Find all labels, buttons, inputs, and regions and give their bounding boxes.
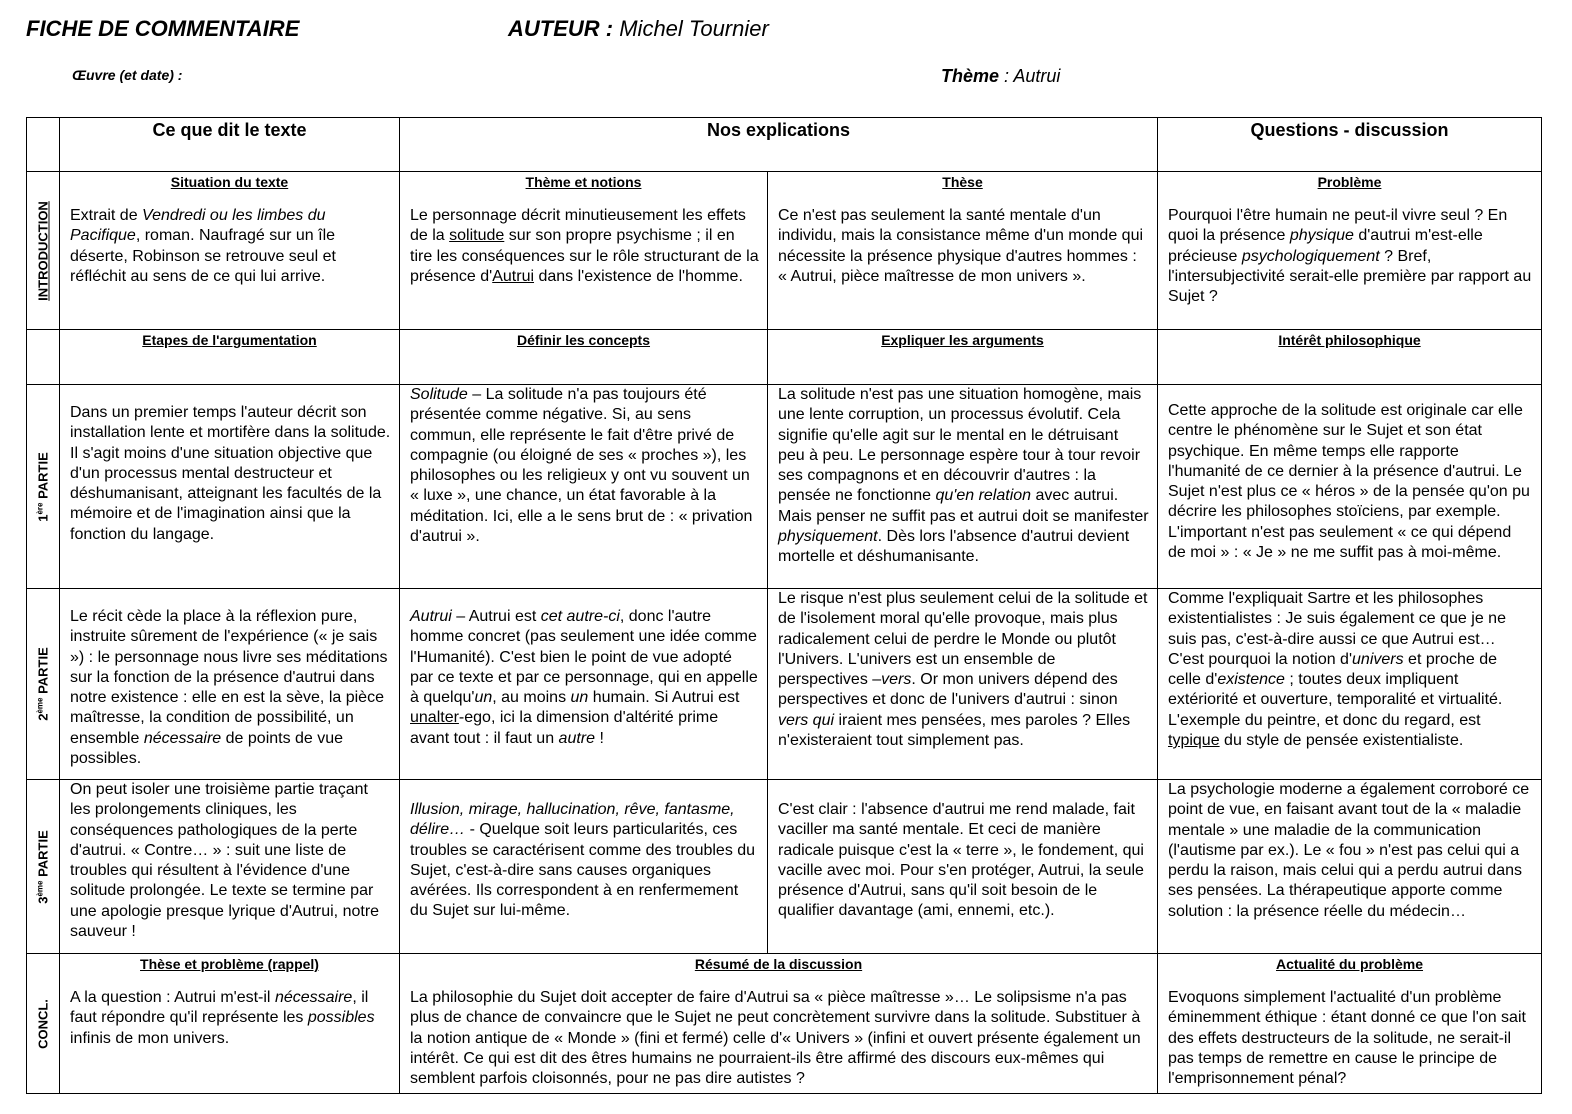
part3-text-concepts: Illusion, mirage, hallucination, rêve, fantasme, délire… - Quelque soit leurs particularités, ces troubles se caractérisent comme des troubles du Sujet, c'est-à-dire sans causes organiques avérées. Ils correspondent à en renfermement du Sujet sur lui-même.: [410, 801, 756, 920]
corner-cell: [27, 118, 60, 172]
part1-label-cell: [27, 385, 60, 589]
subheading-cell-1: [60, 330, 400, 385]
author-name: Michel Tournier: [619, 16, 769, 41]
conclusion-cell-3: [1158, 954, 1542, 1094]
intro-heading-situation: Situation du texte: [170, 174, 289, 190]
part1-cell-1: [60, 385, 400, 589]
part1-text-arguments: La solitude n'est pas une situation homogène, mais une lente corruption, un processus évolutif. Cela signifie qu'elle agit sur le mental en le détruisant peu à peu. Le personnage espère tour à tour revoir ses compagnons et en découvrir d'autres : la pensée ne fonctionne qu'en relation avec autrui. Mais penser ne suffit pas et autrui doit se manifester physiquement. Dès lors l'absence d'autrui devient mortelle et déshumanisante.: [778, 386, 1149, 566]
part2-text-etapes: Le récit cède la place à la réflexion pure, instruite sûrement de l'expérience (« je sais ») : le personnage nous livre ses méditations sur la fonction de la présence d'autrui dans notre existence : elle en est la sève, la pièce maîtresse, la condition de possibilité, un ensemble nécessaire de points de vue possibles.: [70, 608, 388, 768]
part2-text-interet: Comme l'expliquait Sartre et les philosophes existentialistes : Je suis également ce que je ne suis pas, c'est-à-dire aussi ce que Autrui est… C'est pourquoi la notion d'univers et proche de celle d'existence ; toutes deux impliquent extériorité et ouverture, temporalité et virtualité. L'exemple du peintre, et donc du regard, est typique du style de pensée existentialiste.: [1168, 590, 1506, 750]
part1-row: [27, 385, 1542, 589]
theme-label: Thème: [941, 66, 1000, 86]
subheading-cell-2: [400, 330, 768, 385]
sheet-title: FICHE DE COMMENTAIRE: [26, 16, 300, 41]
subheading-arguments: Expliquer les arguments: [881, 332, 1044, 348]
intro-row: [27, 172, 1542, 330]
part2-row: [27, 589, 1542, 780]
part1-label: 1ère PARTIE: [35, 451, 51, 522]
part1-text-etapes: Dans un premier temps l'auteur décrit son installation lente et mortifère dans la solitude. Il s'agit moins d'une situation objective que d'un processus mental destructeur et déshumanisant, atteignant les facultés de la mémoire et de l'imagination ainsi que la fonction du langage.: [70, 404, 391, 543]
subheading-concepts: Définir les concepts: [516, 332, 651, 348]
author-label: AUTEUR :: [508, 16, 614, 41]
part2-text-concepts: Autrui – Autrui est cet autre-ci, donc l'autre homme concret (pas seulement une idée comme l'Humanité). C'est bien le point de vue adopté par ce texte et par ce personnage, qui en appelle à quelqu'un, au moins un humain. Si Autrui est unalter-ego, ici la dimension d'altérité prime avant tout : il faut un autre !: [410, 608, 758, 747]
subheading-row: [27, 330, 1542, 385]
column-header-explanations: Nos explications: [400, 118, 1158, 172]
part1-cell-4: [1158, 385, 1542, 589]
column-header-row: [27, 118, 1542, 172]
intro-cell-theme: [400, 172, 768, 330]
part1-cell-3: [768, 385, 1158, 589]
conclusion-heading-resume: Résumé de la discussion: [694, 956, 863, 972]
part3-text-etapes: On peut isoler une troisième partie traçant les prolongements cliniques, les conséquences pathologiques de la perte d'autrui. « Contre… » : suit une liste de troubles qui résultent à l'évidence d'une solitude prolongée. Le texte se termine par une apologie presque lyrique d'Autrui, notre sauveur !: [70, 781, 380, 941]
part2-cell-3: [768, 589, 1158, 780]
intro-text-these: Ce n'est pas seulement la santé mentale d'un individu, mais la consistance même d'un monde qui nécessite la présence physique d'autres hommes : « Autrui, pièce maîtresse de mon univers ».: [778, 207, 1144, 285]
part3-cell-1: [60, 780, 400, 954]
conclusion-heading-these: Thèse et problème (rappel): [140, 956, 319, 972]
commentary-table: [26, 117, 1542, 1094]
subheading-label-cell: [27, 330, 60, 385]
part1-text-interet: Cette approche de la solitude est originale car elle centre le phénomène sur le Sujet et son état psychique. En même temps elle rapporte l'humanité de ce dernier à la présence d'autrui. Le Sujet n'est plus ce « héros » de la pensée qu'on pu décrire les philosophes stoïciens, par exemple. L'important n'est pas seulement « ce qui dépend de moi » : « Je » ne me suffit pas à moi-même.: [1168, 402, 1530, 562]
intro-heading-probleme: Problème: [1317, 174, 1382, 190]
part3-text-interet: La psychologie moderne a également corroboré ce point de vue, en faisant avant tout de la « maladie mentale » une maladie de la communication (l'autisme par ex.). Le « fou » n'est pas celui qui a perdu la raison, mais celui qui a perdu autrui dans ses pensées. La thérapeutique apporte comme solution : la présence réelle du médecin…: [1168, 781, 1530, 920]
theme-line: [941, 66, 1060, 87]
intro-cell-situation: [60, 172, 400, 330]
part2-cell-4: [1158, 589, 1542, 780]
conclusion-text-resume: La philosophie du Sujet doit accepter de faire d'Autrui sa « pièce maîtresse »… Le solipsisme n'a pas plus de chance de convaincre que le Sujet ne peut concrètement survivre dans la solitude. Substituer à la notion antique de « Monde » (fini et fermé) celle d'« Univers » (infini et ouvert présente également un intérêt. Ce qui est dit des êtres humains ne pourraient-ils être affirmé des discours eux-mêmes qui semblent parfois cloisonnés, pour ne pas dire autistes ?: [410, 989, 1141, 1088]
part2-label: 2ème PARTIE: [35, 647, 51, 721]
part1-text-concepts: Solitude – La solitude n'a pas toujours été présentée comme négative. Si, au sens commun, elle représente le fait d'être privé de compagnie (ou éloigné de ses « proches »), les philosophes ou les religieux y ont vu souvent un « luxe », une chance, un état favorable à la méditation. Ici, elle a le sens brut de : « privation d'autrui ».: [410, 386, 753, 546]
conclusion-cell-2: [400, 954, 1158, 1094]
conclusion-label: CONCL.: [35, 998, 51, 1049]
oeuvre-label: Œuvre (et date) :: [72, 67, 183, 83]
subheading-cell-3: [768, 330, 1158, 385]
part2-text-arguments: Le risque n'est plus seulement celui de la solitude et de l'isolement moral qu'elle provoque, mais plus radicalement celui de perdre le Monde ou plutôt l'Univers. L'univers est un ensemble de perspectives –vers. Or mon univers dépend des perspectives et donc de l'univers d'autrui : sinon vers qui iraient mes pensées, mes paroles ? Elles n'existeraient tout simplement pas.: [778, 590, 1148, 750]
intro-text-probleme: Pourquoi l'être humain ne peut-il vivre seul ? En quoi la présence physique d'autrui m'est-elle précieuse psychologiquement ? Bref, l'intersubjectivité serait-elle première par rapport au Sujet ?: [1168, 207, 1532, 306]
part3-row: [27, 780, 1542, 954]
intro-text-situation: Extrait de Vendredi ou les limbes du Pacifique, roman. Naufragé sur un île déserte, Robinson se retrouve seul et réfléchit au sens de ce qui lui arrive.: [70, 207, 336, 285]
subheading-etapes: Etapes de l'argumentation: [142, 332, 317, 348]
conclusion-text-these: A la question : Autrui m'est-il nécessaire, il faut répondre qu'il représente les possibles infinis de mon univers.: [70, 989, 375, 1047]
intro-label: INTRODUCTION: [35, 200, 51, 301]
part3-label: 3ème PARTIE: [35, 829, 51, 904]
column-header-text: Ce que dit le texte: [60, 118, 400, 172]
part1-cell-2: [400, 385, 768, 589]
subheading-interet: Intérêt philosophique: [1278, 332, 1421, 348]
conclusion-heading-actualite: Actualité du problème: [1275, 956, 1424, 972]
conclusion-label-cell: [27, 954, 60, 1094]
part3-cell-3: [768, 780, 1158, 954]
part3-cell-4: [1158, 780, 1542, 954]
theme-value: : Autrui: [1004, 66, 1061, 86]
intro-heading-theme: Thème et notions: [525, 174, 642, 190]
intro-cell-probleme: [1158, 172, 1542, 330]
subheading-cell-4: [1158, 330, 1542, 385]
part2-label-cell: [27, 589, 60, 780]
part2-cell-1: [60, 589, 400, 780]
part3-cell-2: [400, 780, 768, 954]
part3-text-arguments: C'est clair : l'absence d'autrui me rend malade, fait vaciller ma santé mentale. Et ceci de manière radicale puisque c'est la « terre », le fondement, qui vacille avec moi. Pour s'en protéger, Autrui, la seule présence d'Autrui, sans qu'il soit besoin de le qualifier davantage (ami, ennemi, etc.).: [778, 801, 1144, 920]
author-line: [508, 16, 769, 42]
intro-heading-these: Thèse: [942, 174, 983, 190]
intro-label-cell: [27, 172, 60, 330]
part3-label-cell: [27, 780, 60, 954]
intro-cell-these: [768, 172, 1158, 330]
conclusion-cell-1: [60, 954, 400, 1094]
conclusion-text-actualite: Evoquons simplement l'actualité d'un problème éminemment éthique : étant donné ce que l'on sait des effets destructeurs de la solitude, ne serait-il pas temps de remettre en cause le principe de l'emprisonnement pénal?: [1168, 989, 1526, 1088]
part2-cell-2: [400, 589, 768, 780]
intro-text-theme: Le personnage décrit minutieusement les effets de la solitude sur son propre psychisme ; il en tire les conséquences sur le rôle structurant de la présence d'Autrui dans l'existence de l'homme.: [410, 207, 759, 285]
conclusion-row: [27, 954, 1542, 1094]
column-header-questions: Questions - discussion: [1158, 118, 1542, 172]
